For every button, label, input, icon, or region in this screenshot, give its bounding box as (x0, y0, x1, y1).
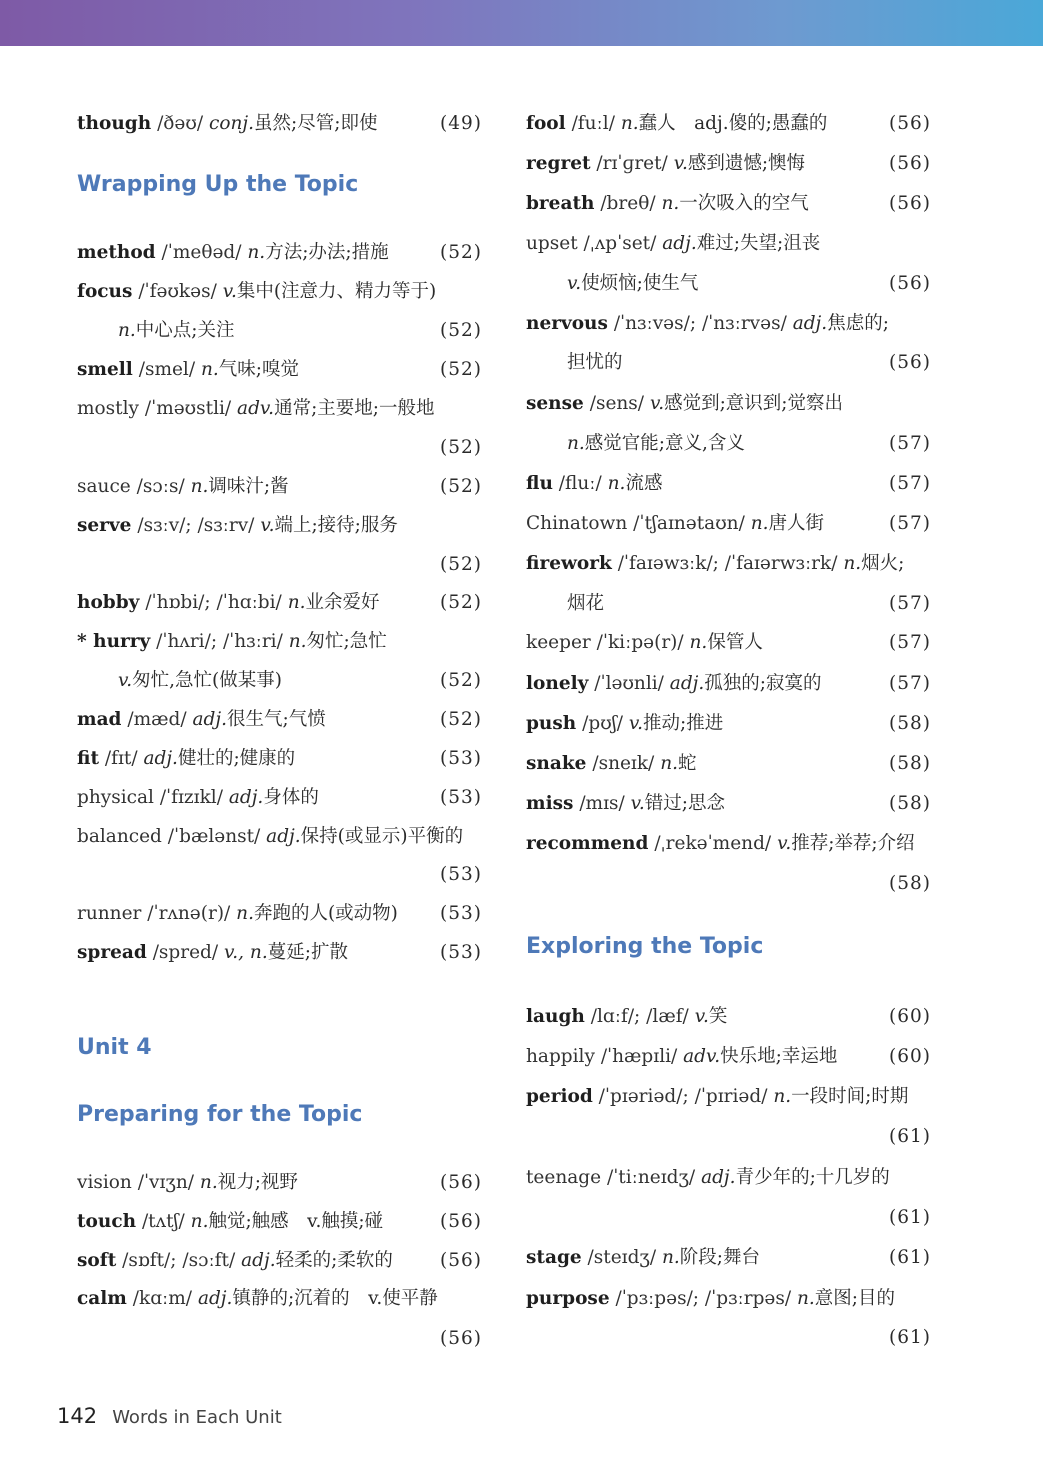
entry-page-ref: (52) (440, 670, 482, 691)
entry-word: spread (77, 942, 147, 963)
entry-page-ref: (57) (889, 433, 931, 454)
vocab-entry (77, 898, 482, 930)
entry-continuation (77, 1323, 482, 1355)
entry-page-ref: (58) (889, 793, 931, 814)
entry-continuation (526, 428, 931, 460)
entry-page-ref: (52) (440, 359, 482, 380)
vocab-entry (77, 237, 482, 269)
entry-definition: 业余爱好 (305, 592, 380, 613)
entry-continuation (526, 1202, 931, 1234)
section-heading-preparing: Preparing for the Topic (77, 1102, 363, 1127)
vocab-entry (77, 1206, 482, 1238)
entry-part-of-speech: adj. (662, 233, 697, 254)
entry-part-of-speech: adj. (197, 1288, 233, 1309)
entry-continuation (526, 868, 931, 900)
entry-definition: 阶段;舞台 (679, 1247, 761, 1268)
entry-word: regret (526, 153, 591, 174)
entry-phonetic: /ˌʌpˈset/ (583, 233, 657, 254)
entry-definition: 唐人街 (768, 513, 825, 534)
vocab-entry (77, 471, 482, 503)
entry-definition: 匆忙;急忙 (306, 631, 387, 652)
entry-part-of-speech: n. (661, 1247, 680, 1268)
entry-part-of-speech: n. (661, 193, 680, 214)
entry-page-ref: (53) (440, 903, 482, 924)
vocab-entry (77, 108, 482, 140)
page-footer (57, 1404, 282, 1428)
entry-continuation (77, 859, 482, 891)
entry-word: touch (77, 1211, 137, 1232)
entry-page-ref: (52) (440, 242, 482, 263)
entry-continuation (526, 588, 931, 620)
entry-word: upset (526, 233, 578, 254)
entry-word: fit (77, 748, 99, 769)
entry-page-ref: (61) (889, 1207, 931, 1228)
vocab-entry (77, 937, 482, 969)
entry-phonetic: /smel/ (138, 359, 196, 380)
entry-word: runner (77, 903, 142, 924)
entry-page-ref: (61) (889, 1247, 931, 1268)
entry-phonetic: /spred/ (152, 942, 219, 963)
entry-definition: 感觉到;意识到;觉察出 (664, 393, 844, 414)
entry-page-ref: (53) (440, 787, 482, 808)
section-heading-exploring: Exploring the Topic (526, 934, 764, 959)
entry-part-of-speech: conj. (208, 113, 255, 134)
entry-word: breath (526, 193, 595, 214)
entry-page-ref: (52) (440, 476, 482, 497)
entry-part-of-speech: n. (190, 1211, 209, 1232)
entry-phonetic: /kɑːm/ (132, 1288, 193, 1309)
vocab-entry (526, 1242, 931, 1274)
entry-phonetic: /ˈbælənst/ (167, 826, 261, 847)
vocab-entry (526, 1041, 931, 1073)
entry-page-ref: (57) (889, 632, 931, 653)
entry-part-of-speech: n. (247, 242, 266, 263)
vocab-entry (77, 782, 482, 814)
entry-phonetic: /fɪt/ (104, 748, 138, 769)
entry-part-of-speech: n. (607, 473, 626, 494)
vocab-entry (77, 1283, 482, 1315)
section-heading-wrapping-up: Wrapping Up the Topic (77, 172, 359, 197)
vocab-entry (526, 708, 931, 740)
entry-phonetic: /ˈrʌnə(r)/ (147, 903, 231, 924)
entry-part-of-speech: adj. (143, 748, 178, 769)
entry-page-ref: (52) (440, 320, 482, 341)
entry-part-of-speech: n. (773, 1086, 792, 1107)
entry-phonetic: /ˈtiːneɪdʒ/ (606, 1167, 696, 1188)
entry-part-of-speech: n. (287, 592, 306, 613)
entry-page-ref: (52) (440, 709, 482, 730)
entry-page-ref: (60) (889, 1046, 931, 1067)
entry-definition: 推荐;举荐;介绍 (791, 833, 915, 854)
entry-part-of-speech: v. (649, 393, 665, 414)
entry-page-ref: (56) (889, 153, 931, 174)
entry-continuation (526, 347, 931, 379)
entry-page-ref: (61) (889, 1327, 931, 1348)
vocab-entry (526, 1162, 931, 1194)
entry-page-ref: (56) (889, 113, 931, 134)
entry-word: laugh (526, 1006, 585, 1027)
entry-word: snake (526, 753, 587, 774)
entry-definition: 感觉官能;意义,含义 (584, 433, 745, 454)
vocab-entry (77, 587, 482, 619)
entry-continuation (77, 549, 482, 581)
entry-continuation (526, 268, 931, 300)
entry-word: period (526, 1086, 593, 1107)
entry-word: hobby (77, 592, 140, 613)
vocab-entry (526, 1283, 931, 1315)
entry-page-ref: (49) (440, 113, 482, 134)
entry-definition: 意图;目的 (814, 1288, 896, 1309)
entry-definition: 烟花 (567, 593, 605, 614)
entry-part-of-speech: n. (190, 476, 209, 497)
entry-part-of-speech: v. (628, 713, 643, 734)
entry-word: focus (77, 281, 133, 302)
entry-page-ref: (53) (440, 942, 482, 963)
entry-part-of-speech: n. (689, 632, 708, 653)
entry-phonetic: /ˈhæpɪli/ (600, 1046, 678, 1067)
entry-word: serve (77, 515, 132, 536)
entry-word: firework (526, 553, 612, 574)
entry-phonetic: /ˈməʊstli/ (144, 398, 232, 419)
entry-word: stage (526, 1247, 582, 1268)
entry-part-of-speech: v. (118, 670, 133, 691)
entry-part-of-speech: n. (199, 1172, 218, 1193)
vocab-entry (77, 393, 482, 425)
entry-part-of-speech: adj. (701, 1167, 736, 1188)
vocab-entry (526, 1081, 931, 1113)
entry-phonetic: /tʌtʃ/ (141, 1211, 185, 1232)
entry-page-ref: (56) (889, 352, 931, 373)
entry-continuation (526, 1121, 931, 1153)
entry-page-ref: (61) (889, 1126, 931, 1147)
entry-word: flu (526, 473, 553, 494)
entry-page-ref: (56) (889, 193, 931, 214)
entry-phonetic: /ˈfəʊkəs/ (138, 281, 217, 302)
entry-part-of-speech: n. (843, 553, 862, 574)
entry-definition: 推动;推进 (643, 713, 724, 734)
vocab-entry (77, 626, 482, 658)
entry-phonetic: /fluː/ (558, 473, 602, 494)
entry-part-of-speech: n. (236, 903, 254, 924)
entry-word: physical (77, 787, 154, 808)
entry-continuation (77, 315, 482, 347)
vocab-entry (526, 748, 931, 780)
vocab-entry (526, 548, 931, 580)
entry-page-ref: (52) (440, 592, 482, 613)
entry-definition: 视力;视野 (217, 1172, 298, 1193)
entry-part-of-speech: v., n. (224, 942, 268, 963)
entry-part-of-speech: v. (673, 153, 688, 174)
entry-phonetic: /sɔːs/ (136, 476, 185, 497)
vocab-entry (526, 668, 931, 700)
entry-part-of-speech: n. (288, 631, 307, 652)
vocab-entry (526, 508, 931, 540)
vocab-entry (526, 228, 931, 260)
entry-word: happily (526, 1046, 595, 1067)
entry-definition: 焦虑的; (827, 313, 889, 334)
entry-page-ref: (58) (889, 713, 931, 734)
entry-phonetic: /ˌrekəˈmend/ (654, 833, 772, 854)
entry-definition: 健壮的;健康的 (177, 748, 296, 769)
entry-definition: 蠢人 adj.傻的;愚蠢的 (638, 113, 828, 134)
entry-word: calm (77, 1288, 127, 1309)
entry-phonetic: /lɑːf/; /læf/ (590, 1006, 689, 1027)
entry-part-of-speech: v. (260, 515, 275, 536)
entry-part-of-speech: v. (630, 793, 645, 814)
entry-part-of-speech: v. (777, 833, 792, 854)
entry-definition: 保持(或显示)平衡的 (300, 826, 464, 847)
entry-part-of-speech: adj. (266, 826, 301, 847)
header-gradient-bar (0, 0, 1043, 46)
vocab-entry (526, 468, 931, 500)
entry-phonetic: /sens/ (589, 393, 645, 414)
entry-definition: 使烦恼;使生气 (581, 273, 699, 294)
entry-part-of-speech: n. (567, 433, 585, 454)
entry-page-ref: (58) (889, 873, 931, 894)
vocab-entry (77, 743, 482, 775)
entry-page-ref: (57) (889, 473, 931, 494)
entry-page-ref: (52) (440, 437, 482, 458)
entry-definition: 一次吸入的空气 (679, 193, 809, 214)
entry-word: teenage (526, 1167, 602, 1188)
entry-part-of-speech: n. (796, 1288, 815, 1309)
entry-definition: 保管人 (707, 632, 763, 653)
entry-phonetic: /pʊʃ/ (582, 713, 623, 734)
entry-word: lonely (526, 673, 589, 694)
entry-page-ref: (56) (440, 1250, 482, 1271)
entry-word: nervous (526, 313, 608, 334)
entry-word: smell (77, 359, 133, 380)
entry-word: purpose (526, 1288, 610, 1309)
entry-continuation (77, 665, 482, 697)
entry-word: keeper (526, 632, 591, 653)
entry-part-of-speech: n. (118, 320, 136, 341)
vocab-entry (526, 148, 931, 180)
entry-phonetic: /sɒft/; /sɔːft/ (122, 1250, 236, 1271)
entry-word: Chinatown (526, 513, 628, 534)
entry-word: sauce (77, 476, 131, 497)
page-number: 142 (57, 1404, 98, 1428)
entry-part-of-speech: v. (222, 281, 237, 302)
entry-phonetic: /ˈpɪəriəd/; /ˈpɪriəd/ (598, 1086, 768, 1107)
entry-page-ref: (52) (440, 554, 482, 575)
entry-definition: 快乐地;幸运地 (720, 1046, 838, 1067)
vocab-entry (77, 510, 482, 542)
entry-phonetic: /ˈhʌri/; /ˈhɜːri/ (156, 631, 283, 652)
entry-phonetic: /ˈkiːpə(r)/ (596, 632, 684, 653)
entry-definition: 一段时间;时期 (791, 1086, 909, 1107)
vocab-entry (77, 1167, 482, 1199)
vocab-entry (526, 308, 931, 340)
vocab-entry (77, 821, 482, 853)
entry-phonetic: /mɪs/ (579, 793, 625, 814)
entry-phonetic: /breθ/ (600, 193, 656, 214)
entry-part-of-speech: adj. (792, 313, 828, 334)
entry-word: mostly (77, 398, 139, 419)
entry-page-ref: (57) (889, 513, 931, 534)
entry-part-of-speech: adj. (669, 673, 705, 694)
entry-definition: 烟火; (861, 553, 905, 574)
entry-definition: 集中(注意力、精力等于) (236, 281, 437, 302)
entry-definition: 触觉;触感 v.触摸;碰 (208, 1211, 384, 1232)
entry-word: balanced (77, 826, 162, 847)
entry-phonetic: /ˈləʊnli/ (594, 673, 664, 694)
entry-phonetic: /rɪˈɡret/ (596, 153, 668, 174)
entry-phonetic: /ˈnɜːvəs/; /ˈnɜːrvəs/ (613, 313, 787, 334)
entry-part-of-speech: n. (200, 359, 219, 380)
entry-page-ref: (56) (440, 1211, 482, 1232)
entry-phonetic: /ˈpɜːpəs/; /ˈpɜːrpəs/ (615, 1288, 792, 1309)
vocab-entry (77, 354, 482, 386)
entry-word: recommend (526, 833, 649, 854)
entry-word: sense (526, 393, 584, 414)
entry-word: fool (526, 113, 566, 134)
entry-definition: 很生气;气愤 (227, 709, 326, 730)
entry-phonetic: /mæd/ (127, 709, 187, 730)
entry-word: miss (526, 793, 574, 814)
entry-phonetic: /ˈfaɪəwɜːk/; /ˈfaɪərwɜːrk/ (617, 553, 838, 574)
entry-definition: 通常;主要地;一般地 (274, 398, 435, 419)
entry-part-of-speech: adj. (192, 709, 228, 730)
entry-phonetic: /ˈhɒbi/; /ˈhɑːbi/ (145, 592, 282, 613)
entry-definition: 虽然;尽管;即使 (254, 113, 378, 134)
entry-part-of-speech: v. (567, 273, 582, 294)
entry-definition: 蛇 (677, 753, 697, 774)
entry-phonetic: /ˈvɪʒn/ (137, 1172, 195, 1193)
entry-part-of-speech: n. (750, 513, 769, 534)
entry-page-ref: (56) (889, 273, 931, 294)
entry-word: push (526, 713, 577, 734)
entry-phonetic: /sɜːv/; /sɜːrv/ (137, 515, 255, 536)
entry-definition: 气味;嗅觉 (218, 359, 300, 380)
entry-phonetic: /ðəʊ/ (157, 113, 204, 134)
vocab-entry (526, 788, 931, 820)
entry-word: though (77, 113, 152, 134)
entry-part-of-speech: adv. (683, 1046, 721, 1067)
entry-part-of-speech: adv. (237, 398, 275, 419)
entry-phonetic: /ˈtʃaɪnətaʊn/ (633, 513, 745, 534)
vocab-entry (77, 704, 482, 736)
entry-page-ref: (57) (889, 593, 931, 614)
entry-definition: 奔跑的人(或动物) (253, 903, 398, 924)
entry-definition: 笑 (708, 1006, 728, 1027)
entry-phonetic: /ˈmeθəd/ (161, 242, 242, 263)
entry-definition: 担忧的 (567, 352, 623, 373)
vocab-entry (77, 1245, 482, 1277)
entry-definition: 轻柔的;柔软的 (275, 1250, 393, 1271)
vocab-entry (526, 188, 931, 220)
vocab-entry (526, 388, 931, 420)
vocab-entry (526, 1001, 931, 1033)
entry-definition: 青少年的;十几岁的 (735, 1167, 890, 1188)
entry-phonetic: /ˈfɪzɪkl/ (159, 787, 223, 808)
entry-definition: 中心点;关注 (135, 320, 235, 341)
entry-part-of-speech: adj. (241, 1250, 276, 1271)
entry-word: soft (77, 1250, 117, 1271)
entry-page-ref: (56) (440, 1328, 482, 1349)
vocab-entry (77, 276, 482, 308)
entry-definition: 感到遗憾;懊悔 (687, 153, 806, 174)
entry-phonetic: /steɪdʒ/ (587, 1247, 657, 1268)
entry-part-of-speech: adj. (228, 787, 264, 808)
entry-page-ref: (60) (889, 1006, 931, 1027)
entry-page-ref: (56) (440, 1172, 482, 1193)
vocab-entry (526, 828, 931, 860)
entry-part-of-speech: v. (694, 1006, 709, 1027)
entry-page-ref: (58) (889, 753, 931, 774)
unit-heading: Unit 4 (77, 1035, 152, 1060)
entry-page-ref: (57) (889, 673, 931, 694)
vocab-entry (526, 627, 931, 659)
entry-definition: 匆忙,急忙(做某事) (132, 670, 282, 691)
entry-definition: 调味汁;酱 (208, 476, 289, 497)
entry-definition: 流感 (625, 473, 663, 494)
entry-definition: 镇静的;沉着的 v.使平静 (232, 1288, 438, 1309)
entry-definition: 错过;思念 (644, 793, 726, 814)
entry-continuation (526, 1322, 931, 1354)
entry-word: method (77, 242, 156, 263)
entry-word: vision (77, 1172, 132, 1193)
entry-phonetic: /fuːl/ (571, 113, 615, 134)
entry-definition: 方法;办法;措施 (265, 242, 389, 263)
entry-definition: 蔓延;扩散 (267, 942, 348, 963)
entry-definition: 孤独的;寂寞的 (704, 673, 822, 694)
entry-page-ref: (53) (440, 748, 482, 769)
entry-part-of-speech: n. (620, 113, 639, 134)
entry-phonetic: /sneɪk/ (592, 753, 655, 774)
entry-definition: 难过;失望;沮丧 (696, 233, 821, 254)
entry-word: mad (77, 709, 122, 730)
entry-page-ref: (53) (440, 864, 482, 885)
entry-part-of-speech: n. (660, 753, 678, 774)
vocab-entry (526, 108, 931, 140)
entry-continuation (77, 432, 482, 464)
footer-title: Words in Each Unit (112, 1407, 282, 1428)
entry-definition: 身体的 (263, 787, 319, 808)
entry-word: * hurry (77, 631, 151, 652)
entry-definition: 端上;接待;服务 (274, 515, 398, 536)
